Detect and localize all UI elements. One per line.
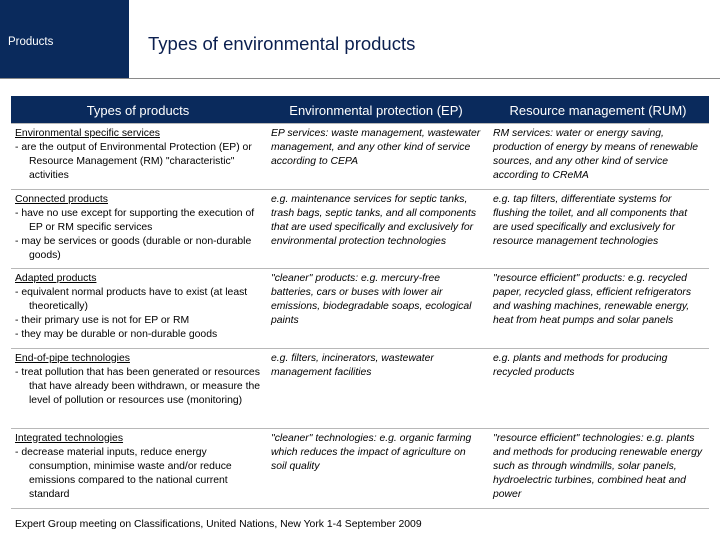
rum-cell: RM services: water or energy saving, production of energy by means of renewable sources, and any other kind of service according to CReMA [487, 123, 709, 189]
table-row [11, 428, 709, 508]
product-type-point: - are the output of Environmental Protection (EP) or Resource Management (RM) "characteristic" activities [15, 141, 252, 182]
product-type-cell [11, 268, 265, 348]
rum-cell: e.g. plants and methods for producing recycled products [487, 348, 709, 428]
product-type-cell [11, 189, 265, 268]
rum-cell: "resource efficient" products: e.g. recycled paper, recycled glass, efficient refrigerators and washing machines, renewable energy, heat from heat pumps and solar panels [487, 268, 709, 348]
col-header-types: Types of products [11, 96, 265, 123]
product-type-name: End-of-pipe technologies [15, 352, 130, 364]
product-type-cell [11, 123, 265, 189]
col-header-rum: Resource management (RUM) [487, 96, 709, 123]
product-type-name: Adapted products [15, 272, 97, 284]
table-row [11, 268, 709, 348]
rum-cell: e.g. tap filters, differentiate systems for flushing the toilet, and all components that are used specifically and exclusively for resource management technologies [487, 189, 709, 268]
ep-cell: "cleaner" technologies: e.g. organic farming which reduces the impact of agriculture on soil quality [265, 428, 487, 508]
header-divider [0, 78, 720, 79]
ep-cell: EP services: waste management, wastewater management, and any other kind of service according to CEPA [265, 123, 487, 189]
product-type-point: - they may be durable or non-durable goods [15, 329, 218, 341]
ep-cell: e.g. filters, incinerators, wastewater management facilities [265, 348, 487, 428]
product-type-point: - decrease material inputs, reduce energy consumption, minimise waste and/or reduce emissions compared to the national current standard [15, 446, 232, 501]
product-type-name: Integrated technologies [15, 432, 124, 444]
table-row [11, 123, 709, 189]
product-type-cell [11, 348, 265, 428]
product-type-point: - equivalent normal products have to exist (at least theoretically) [15, 286, 248, 312]
product-type-point: - their primary use is not for EP or RM [15, 315, 190, 327]
section-tag [0, 0, 129, 78]
products-table [11, 96, 709, 509]
product-type-point: - may be services or goods (durable or non-durable goods) [15, 236, 252, 262]
product-type-cell [11, 428, 265, 508]
section-tag-label: Products [8, 36, 54, 48]
col-header-ep: Environmental protection (EP) [265, 96, 487, 123]
product-type-point: - have no use except for supporting the execution of EP or RM specific services [15, 207, 255, 233]
product-type-name: Environmental specific services [15, 127, 160, 139]
ep-cell: "cleaner" products: e.g. mercury-free batteries, cars or buses with lower air emissions, biodegradable soaps, ecological paints [265, 268, 487, 348]
rum-cell: "resource efficient" technologies: e.g. plants and methods for producing renewable energy such as through windmills, solar panels, hydroelectric turbines, combined heat and power [487, 428, 709, 508]
slide-title: Types of environmental products [148, 33, 416, 54]
table-row [11, 348, 709, 428]
table-row [11, 189, 709, 268]
footer-text: Expert Group meeting on Classifications, United Nations, New York 1-4 September 2009 [15, 519, 422, 530]
ep-cell: e.g. maintenance services for septic tanks, trash bags, septic tanks, and all components that are used specifically and exclusively for environmental protection technologies [265, 189, 487, 268]
product-type-name: Connected products [15, 193, 108, 205]
product-type-point: - treat pollution that has been generated or resources that have already been withdrawn, or measure the level of pollution or resources use (monitoring) [15, 366, 261, 407]
table-header-row [11, 96, 709, 123]
